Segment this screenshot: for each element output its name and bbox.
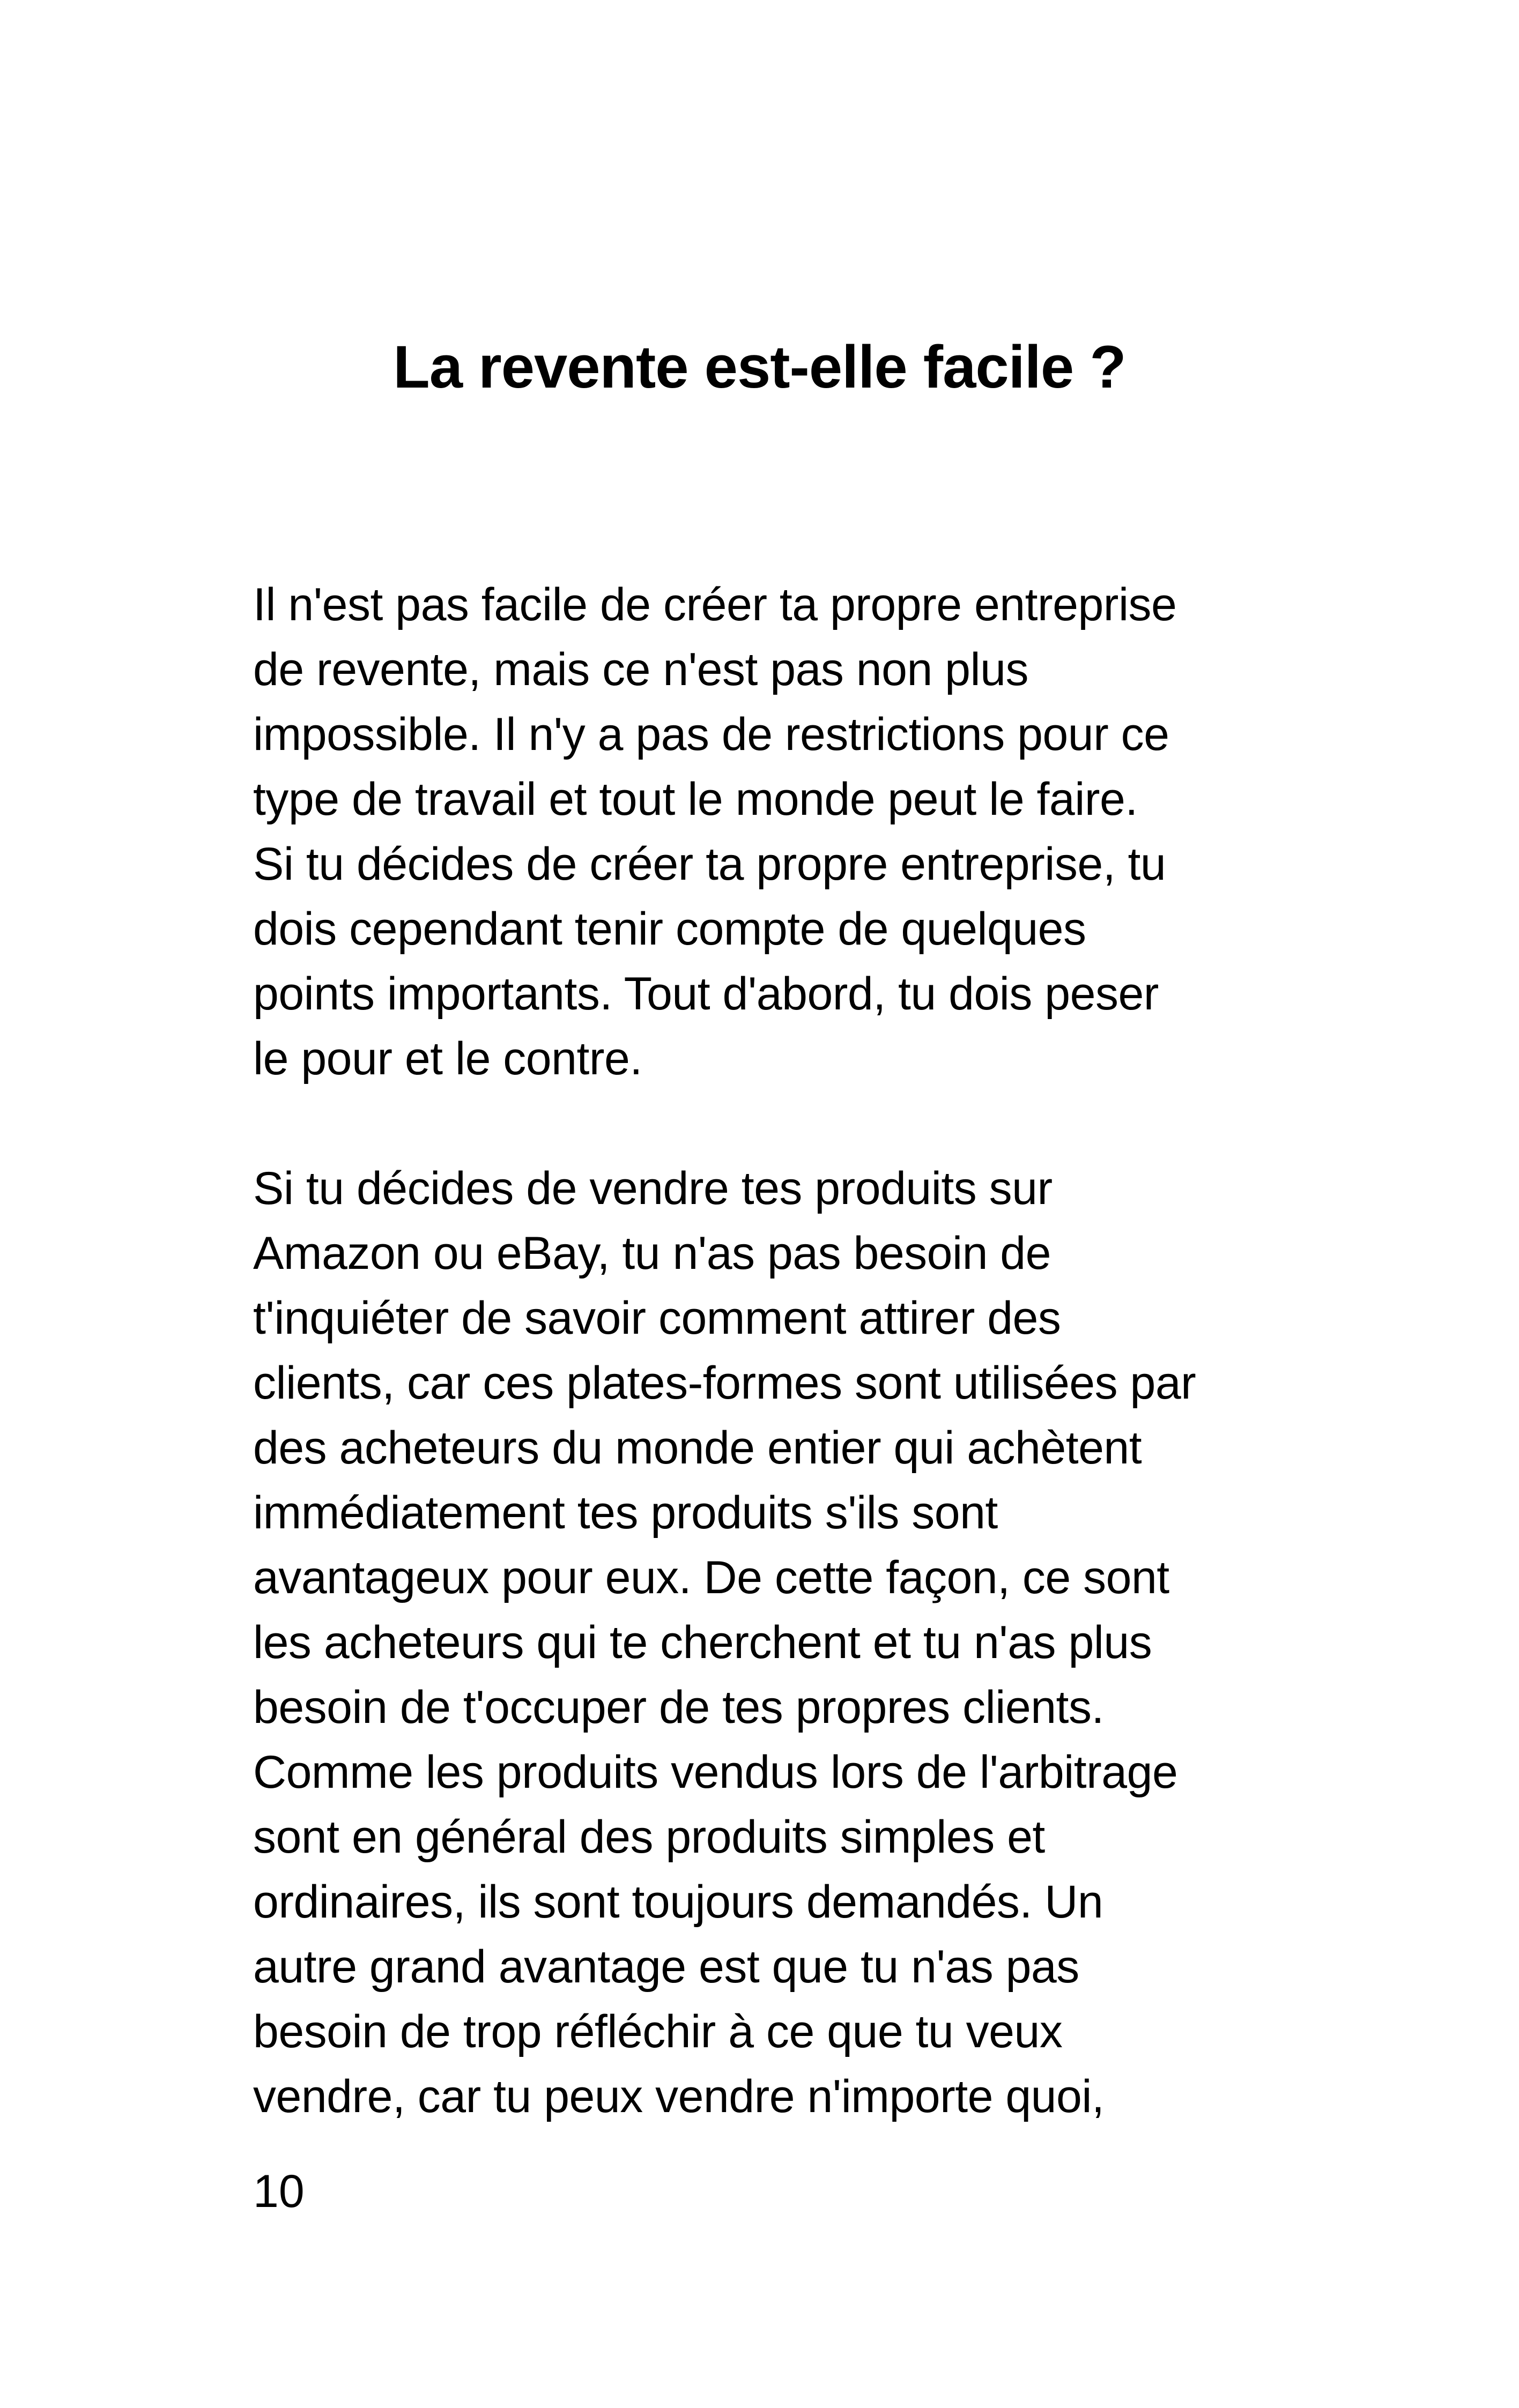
text-line: Si tu décides de créer ta propre entreprise, tu: [253, 838, 1166, 890]
text-line: t'inquiéter de savoir comment attirer des: [253, 1292, 1061, 1344]
page-title: La revente est-elle facile ?: [393, 333, 1126, 400]
paragraph-2: [253, 1156, 1315, 2129]
text-line: vendre, car tu peux vendre n'importe quoi,: [253, 2071, 1105, 2122]
text-line: Amazon ou eBay, tu n'as pas besoin de: [253, 1228, 1051, 1279]
text-line: besoin de trop réfléchir à ce que tu veux: [253, 2006, 1063, 2057]
text-line: ordinaires, ils sont toujours demandés. Un: [253, 1876, 1103, 1928]
text-line: des acheteurs du monde entier qui achètent: [253, 1422, 1142, 1474]
text-line: immédiatement tes produits s'ils sont: [253, 1487, 998, 1539]
text-line: type de travail et tout le monde peut le faire.: [253, 774, 1138, 825]
text-line: le pour et le contre.: [253, 1033, 642, 1084]
text-line: les acheteurs qui te cherchent et tu n'as plus: [253, 1617, 1152, 1668]
page-number: 10: [253, 2166, 305, 2217]
text-line: avantageux pour eux. De cette façon, ce sont: [253, 1552, 1169, 1603]
text-line: de revente, mais ce n'est pas non plus: [253, 644, 1028, 695]
paragraph-1: [253, 573, 1315, 1091]
text-line: impossible. Il n'y a pas de restrictions pour ce: [253, 709, 1169, 760]
text-line: Si tu décides de vendre tes produits sur: [253, 1163, 1053, 1214]
text-line: besoin de t'occuper de tes propres clients.: [253, 1682, 1104, 1733]
text-line: Comme les produits vendus lors de l'arbitrage: [253, 1746, 1178, 1798]
text-line: clients, car ces plates-formes sont utilisées par: [253, 1357, 1196, 1409]
text-line: Il n'est pas facile de créer ta propre entreprise: [253, 579, 1177, 630]
text-line: autre grand avantage est que tu n'as pas: [253, 1941, 1079, 1993]
text-line: sont en général des produits simples et: [253, 1811, 1045, 1863]
text-line: points importants. Tout d'abord, tu dois peser: [253, 968, 1159, 1020]
text-line: dois cependant tenir compte de quelques: [253, 903, 1086, 955]
